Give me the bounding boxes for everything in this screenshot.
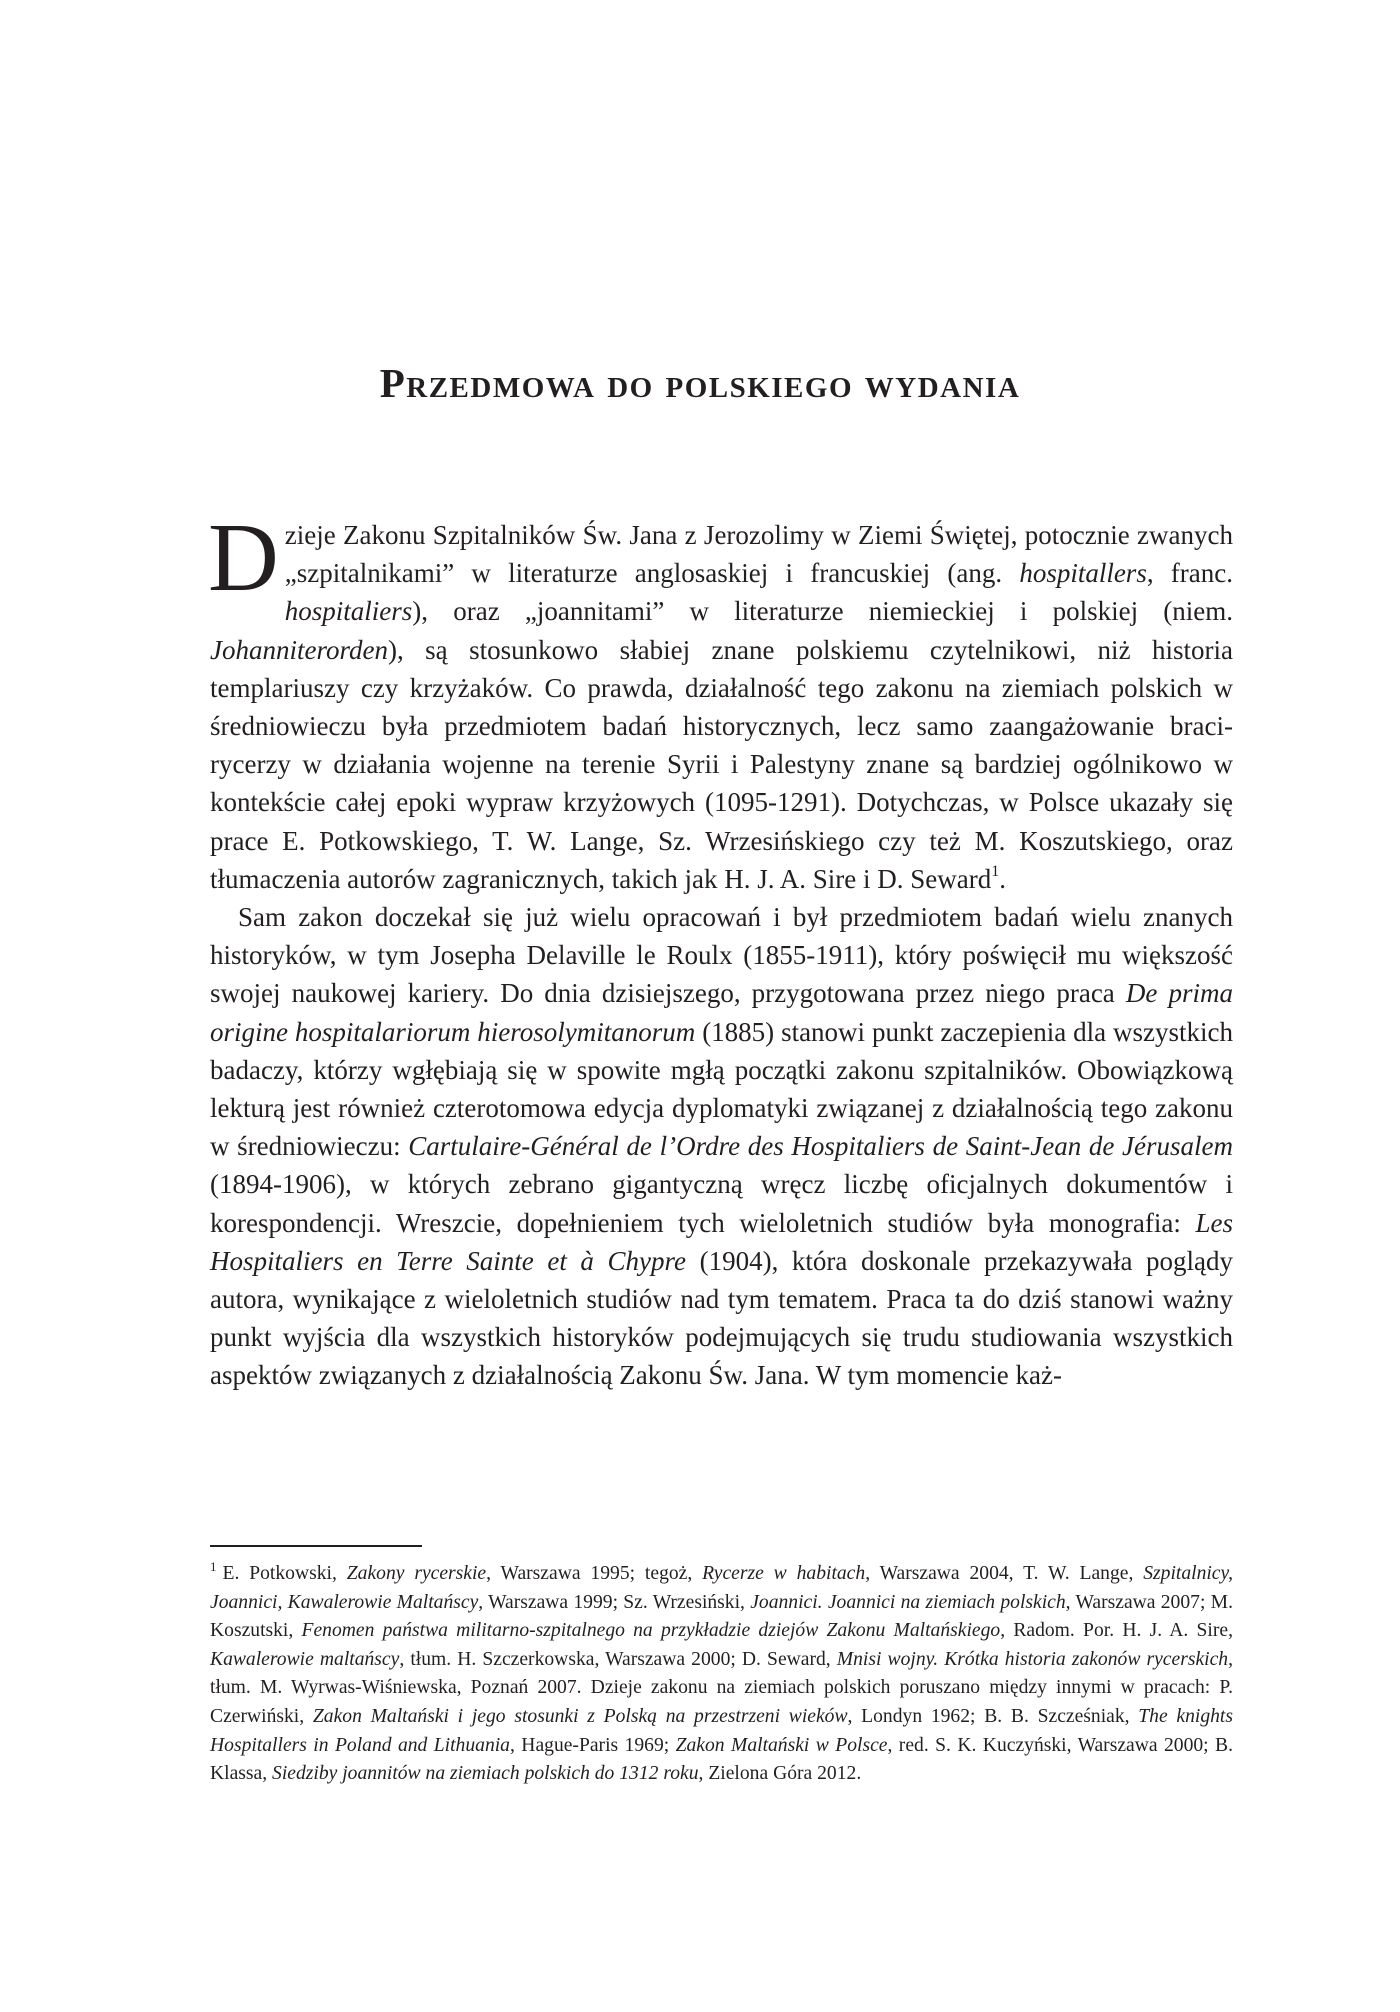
footnote-1 [210,1560,1233,1789]
italic-title: Fenomen państwa militarno-szpitalnego na przykładzie dziejów Zakonu Maltańskiego [301,1620,1001,1642]
text-span: , red. S. K. Kuczyński, Warszawa 2000; B. Klassa, [210,1734,1233,1785]
text-span: E. Potkowski, [222,1563,347,1584]
italic-title: Zakon Maltański w Polsce [675,1734,888,1756]
italic-title: Zakon Maltański i jego stosunki z Polską na przestrzeni wieków [312,1705,848,1727]
text-span: , franc. [1146,558,1233,589]
text-span: (1885) stanowi punkt zaczepienia dla wszystkich badaczy, którzy wgłębiają się w spowite mgłą początki zakonu szpitalników. Obowiązkową lekturą jest również czterotomowa edycja dyplomatyki związanej z działalnością tego zakonu w średniowieczu: [210,1016,1233,1162]
text-span: zieje Zakonu Szpitalników Św. Jana z Jerozolimy w Ziemi Świętej, potocznie zwanych „szpitalnikami” w literaturze anglosaskiej i francuskiej (ang. [284,520,1233,589]
footnote-divider [210,1545,422,1547]
text-span: , Warszawa 1999; Sz. Wrzesiński, [478,1591,751,1613]
italic-title: De prima origine hospitalariorum hierosolymitanorum [210,978,1233,1047]
text-span: , Zielona Góra 2012. [698,1763,862,1785]
italic-title: Mnisi wojny. Krótka historia zakonów rycerskich [836,1648,1229,1670]
italic-title: Siedziby joannitów na ziemiach polskich do 1312 roku [272,1763,699,1785]
text-span: . [999,863,1006,894]
italic-term: hospitallers [1019,558,1147,589]
italic-term: Johanniterorden [210,634,388,665]
text-span: , Warszawa 2004, T. W. Lange, [865,1563,1144,1584]
chapter-title: Przedmowa do polskiego wydania [379,360,1021,406]
text-span: (1894-1906), w których zebrano gigantyczną wręcz liczbę oficjalnych dokumentów i korespondencji. Wreszcie, dopełnieniem tych wieloletnich studiów była monografia: [210,1169,1233,1238]
italic-title: Kawalerowie maltańscy [210,1648,400,1670]
italic-title: Zakony rycerskie [346,1563,487,1584]
text-span: , tłum. M. Wyrwas-Wiśniewska, Poznań 2007. Dzieje zakonu na ziemiach polskich poruszano między innymi w pracach: P. Czerwiński, [210,1648,1233,1727]
italic-title: Les Hospitaliers en Terre Sainte et à Chypre [210,1207,1233,1276]
text-span: Sam zakon doczekał się już wielu opracowań i był przedmiotem badań wielu znanych historyków, w tym Josepha Delaville le Roulx (1855-1911), który poświęcił mu większość swojej naukowej kariery. Do dnia dzisiejszego, przygotowana przez niego praca [210,902,1233,1009]
text-span: , tłum. H. Szczerkowska, Warszawa 2000; D. Seward, [399,1648,837,1670]
text-span: (1904), która doskonale przekazywała poglądy autora, wynikające z wieloletnich studiów nad tym tematem. Praca ta do dziś stanowi ważny punkt wyjścia dla wszystkich historyków podejmujących się trudu studiowania wszystkich aspektów związanych z działalnością Zakonu Św. Jana. W tym momencie każ- [210,1245,1233,1391]
text-span: , Radom. Por. H. J. A. Sire, [1000,1620,1233,1642]
text-span: ), oraz „joannitami” w literaturze niemieckiej i polskiej (niem. [412,596,1233,627]
italic-title: Cartulaire-Général de l’Ordre des Hospitaliers de Saint-Jean de Jérusalem [408,1131,1233,1162]
paragraph-2 [210,898,1233,1395]
italic-title: Rycerze w habitach [702,1563,866,1584]
italic-title: Szpitalnicy, Joannici, Kawalerowie Maltańscy [210,1563,1234,1613]
text-span: , Warszawa 2007; M. Koszutski, [210,1591,1233,1642]
drop-cap: D [208,504,279,612]
footnote-reference: 1 [991,862,1000,880]
text-span: , Warszawa 1995; tegoż, [486,1563,703,1584]
text-span: , Hague-Paris 1969; [509,1734,676,1756]
footnote-number: 1 [210,1559,217,1574]
italic-title: Joannici. Joannici na ziemiach polskich [750,1591,1066,1613]
italic-title: The knights Hospitallers in Poland and Lithuania [210,1705,1234,1756]
text-span: , Londyn 1962; B. B. Szcześniak, [847,1705,1139,1727]
main-text [208,504,1233,1395]
paragraph-1 [208,504,1233,898]
text-span: ), są stosunkowo słabiej znane polskiemu czytelnikowi, niż historia templariuszy czy krzyżaków. Co prawda, działalność tego zakonu na ziemiach polskich w średniowieczu była przedmiotem badań historycznych, lecz samo zaangażowanie braci-rycerzy w działania wojenne na terenie Syrii i Palestyny znane są bardziej ogólnikowo w kontekście całej epoki wypraw krzyżowych (1095-1291). Dotychczas, w Polsce ukazały się prace E. Potkowskiego, T. W. Lange, Sz. Wrzesińskiego czy też M. Koszutskiego, oraz tłumaczenia autorów zagranicznych, takich jak H. J. A. Sire i D. Seward [210,634,1233,894]
italic-term: hospitaliers [284,596,413,627]
